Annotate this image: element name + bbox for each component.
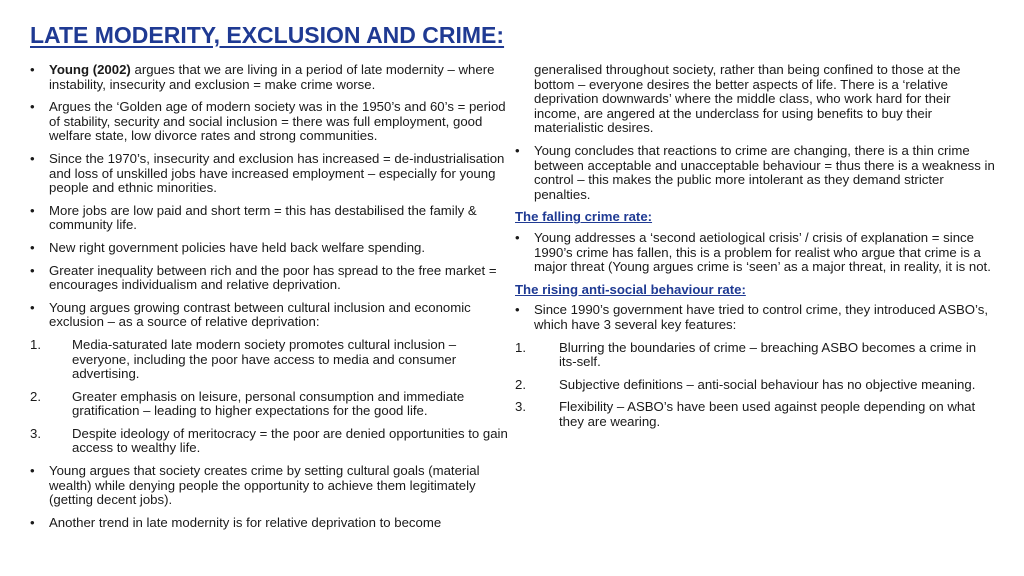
bullet-marker: • bbox=[515, 229, 520, 245]
list-item bbox=[30, 63, 514, 92]
list-item-text: Young argues growing contrast between cultural inclusion and economic exclusion – as a source of relative deprivation: bbox=[49, 299, 471, 330]
list-item bbox=[515, 231, 995, 275]
bullet-marker: • bbox=[30, 150, 35, 166]
list-item bbox=[30, 100, 514, 144]
numbered-item bbox=[30, 338, 514, 382]
numbered-item bbox=[30, 427, 514, 456]
list-item bbox=[30, 241, 514, 256]
list-item-text bbox=[30, 63, 514, 92]
list-item-text: Since the 1970’s, insecurity and exclusion has increased = de-industrialisation and loss of unskilled jobs have increased employment – especially for young people and ethnic minorities. bbox=[49, 150, 505, 196]
list-item-text: Another trend in late modernity is for relative deprivation to become bbox=[49, 514, 442, 530]
list-item-text: Young concludes that reactions to crime are changing, there is a thin crime between acceptable and unacceptable behaviour = thus there is a weakness in control – this makes the public more intolerant as they demand stricter penalties. bbox=[534, 142, 995, 202]
numbered-item-text: Flexibility – ASBO’s have been used against people depending on what they are wearing. bbox=[559, 399, 976, 429]
list-item bbox=[30, 264, 514, 293]
numbered-item bbox=[515, 400, 995, 429]
list-item-text: Young addresses a ‘second aetiological crisis’ / crisis of explanation = since 1990’s crime has fallen, this is a problem for realist who argue that crime is a major threat (Young argues crime is ‘seen’ as a major threat, in reality, it is not. bbox=[534, 229, 991, 275]
right-column bbox=[515, 63, 995, 437]
bullet-marker: • bbox=[30, 514, 35, 530]
page-title: LATE MODERITY, EXCLUSION AND CRIME: bbox=[30, 22, 505, 48]
bullet-marker: • bbox=[30, 62, 35, 77]
numbered-item bbox=[30, 390, 514, 419]
list-item-text: More jobs are low paid and short term = this has destabilised the family & community life. bbox=[49, 202, 477, 233]
list-item-text: New right government policies have held back welfare spending. bbox=[49, 239, 426, 255]
section-heading-anti-social: The rising anti-social behaviour rate: bbox=[515, 281, 746, 297]
list-item-text: Young argues that society creates crime by setting cultural goals (material wealth) while denying people the opportunity to achieve them legitimately (getting decent jobs). bbox=[49, 463, 480, 508]
bullet-marker: • bbox=[515, 302, 520, 318]
list-item-rest: argues that we are living in a period of late modernity – where instability, insecurity and exclusion = make crime worse. bbox=[49, 62, 495, 92]
bullet-marker: • bbox=[30, 239, 35, 255]
section-heading-falling-crime: The falling crime rate: bbox=[515, 209, 653, 225]
bullet-marker: • bbox=[30, 463, 35, 479]
bullet-marker: • bbox=[30, 262, 35, 278]
continued-text-body: generalised throughout society, rather than being confined to those at the bottom – everyone desires the better aspects of life. There is a ‘relative deprivation downwards’ where the middle class, who work hard for their income, are angered at the underclass for using benefits to buy their materialistic desires. bbox=[534, 62, 961, 136]
number-marker: 3. bbox=[515, 399, 526, 415]
bullet-marker: • bbox=[30, 202, 35, 218]
list-item-text: Argues the ‘Golden age of modern society was in the 1950’s and 60’s = period of stability, security and social inclusion = there was full employment, good welfare state, low divorce rates and strong communities. bbox=[49, 99, 506, 144]
author-ref: Young (2002) bbox=[49, 62, 131, 77]
numbered-item-text: Media-saturated late modern society promotes cultural inclusion – everyone, including the poor have access to media and consumer advertising. bbox=[72, 336, 457, 382]
bullet-marker: • bbox=[515, 142, 520, 158]
numbered-item bbox=[515, 341, 995, 370]
number-marker: 3. bbox=[30, 425, 41, 441]
list-item bbox=[30, 152, 514, 196]
list-item bbox=[30, 464, 514, 508]
list-item bbox=[515, 303, 995, 332]
number-marker: 2. bbox=[30, 388, 41, 404]
list-item bbox=[30, 204, 514, 233]
bullet-marker: • bbox=[30, 99, 35, 115]
numbered-item bbox=[515, 378, 995, 393]
list-item-text: Since 1990’s government have tried to control crime, they introduced ASBO’s, which have 3 several key features: bbox=[534, 302, 988, 332]
list-item bbox=[515, 144, 995, 202]
list-item bbox=[30, 516, 514, 531]
list-item-text: Greater inequality between rich and the poor has spread to the free market = encourages individualism and relative deprivation. bbox=[49, 262, 497, 293]
bullet-marker: • bbox=[30, 299, 35, 315]
continued-text bbox=[515, 63, 995, 136]
list-item bbox=[30, 301, 514, 330]
number-marker: 2. bbox=[515, 376, 526, 392]
numbered-item-text: Greater emphasis on leisure, personal consumption and immediate gratification – leading to higher expectations for the good life. bbox=[72, 388, 465, 419]
numbered-item-text: Subjective definitions – anti-social behaviour has no objective meaning. bbox=[559, 376, 976, 392]
left-column bbox=[30, 63, 514, 538]
numbered-item-text: Blurring the boundaries of crime – breaching ASBO becomes a crime in its-self. bbox=[559, 339, 977, 370]
numbered-item-text: Despite ideology of meritocracy = the poor are denied opportunities to gain access to wealthy life. bbox=[72, 425, 508, 456]
number-marker: 1. bbox=[515, 339, 526, 355]
number-marker: 1. bbox=[30, 336, 41, 352]
